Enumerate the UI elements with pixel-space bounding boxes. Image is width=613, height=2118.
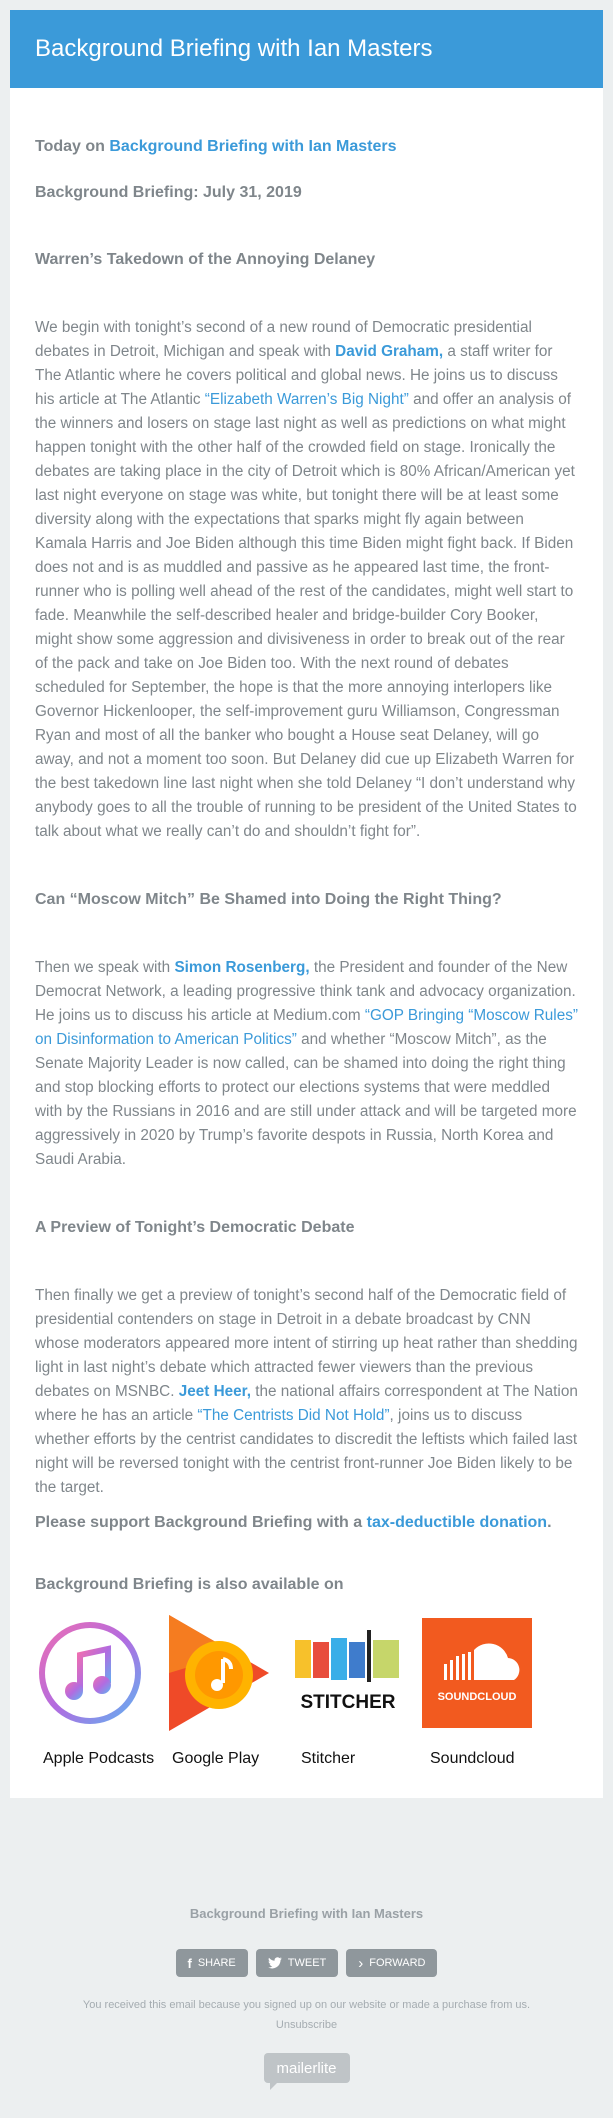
soundcloud-logo-text: SOUNDCLOUD: [437, 1691, 517, 1703]
stitcher-icon[interactable]: [293, 1618, 403, 1728]
segment2-text-a: Then we speak with: [35, 959, 175, 976]
email-footer: [0, 1878, 613, 2083]
support-line: [35, 1512, 578, 1534]
header-title: Background Briefing with Ian Masters: [35, 35, 433, 62]
platform-list: [35, 1618, 578, 1768]
guest-link-david-graham[interactable]: David Graham,: [335, 343, 444, 360]
email-content: [10, 88, 603, 1798]
facebook-icon: f: [187, 1955, 192, 1971]
segment1-heading: Warren’s Takedown of the Annoying Delaney: [35, 251, 376, 268]
platform-name: Apple Podcasts: [43, 1750, 155, 1767]
footer-note: You received this email because you signed up on our website or made a purchase from us.: [82, 1999, 531, 2011]
social-buttons: [0, 1949, 613, 1977]
platform-soundcloud[interactable]: [422, 1618, 551, 1768]
forward-button[interactable]: [346, 1949, 437, 1977]
email-header: [10, 10, 603, 88]
platform-stitcher[interactable]: [293, 1618, 422, 1768]
donation-link[interactable]: tax-deductible donation: [366, 1514, 548, 1531]
stitcher-logo-text: STITCHER: [300, 1692, 396, 1713]
apple-podcasts-icon[interactable]: [35, 1618, 145, 1728]
chevron-right-icon: ›: [358, 1954, 364, 1972]
email-container: [10, 10, 603, 1798]
guest-link-simon-rosenberg[interactable]: Simon Rosenberg,: [174, 959, 310, 976]
article-link-moscow-rules[interactable]: “GOP Bringing “Moscow Rules” on Disinformation to American Politics”: [35, 1007, 578, 1048]
today-line: [35, 136, 578, 158]
show-link[interactable]: Background Briefing with Ian Masters: [109, 138, 397, 155]
support-prefix: Please support Background Briefing with a: [35, 1514, 367, 1531]
segment3-heading: A Preview of Tonight’s Democratic Debate: [35, 1219, 355, 1236]
today-prefix: Today on: [35, 138, 105, 155]
segment2-body: [35, 956, 578, 1172]
share-label: SHARE: [197, 1957, 236, 1969]
platform-name: Google Play: [172, 1750, 260, 1767]
segment2-text-c: and whether “Moscow Mitch”, as the Senate Majority Leader is now called, can be shamed into doing the right thing and stop blocking efforts to protect our elections systems that were meddled with by the Russians in 2016 and are still under attack and will be targeted more aggressively in 2020 by Trump’s favorite despots in Russia, North Korea and Saudi Arabia.: [35, 1031, 577, 1168]
segment3-text-c: , joins us to discuss whether efforts by the centrist candidates to discredit the leftists which failed last night will be reversed tonight with the centrist front-runner Joe Biden likely to be the target.: [35, 1407, 578, 1496]
segment1-text-c: and offer an analysis of the winners and losers on stage last night as well as predictions on what might happen tonight with the other half of the crowded field on stage. Ironically the debates are taking place in the city of Detroit which is 80% African/American yet last night everyone on stage was white, but tonight there will be at least some diversity along with the expectations that sparks might fly again between Kamala Harris and Joe Biden although this time Biden might fight back. If Biden does not and is as muddled and passive as he appeared last time, the front-runner who is polling well ahead of the rest of the candidates, might well start to fade. Meanwhile the self-described healer and bridge-builder Cory Booker, might show some aggression and divisiveness in order to break out of the rear of the pack and take on Joe Biden too. With the next round of debates scheduled for September, the hope is that the more annoying interlopers like Governor Hickenlooper, the self-improvement guru Williamson, Congressman Ryan and most of all the banker who bought a House seat Delaney, will go away, and not a moment too soon. But Delaney did cue up Elizabeth Warren for the best takedown line last night when she told Delaney “I don’t understand why anybody goes to all the trouble of running to be president of the United States to talk about what we really can’t do and shouldn’t fight for”.: [35, 391, 577, 840]
share-button[interactable]: [176, 1949, 248, 1977]
available-heading: Background Briefing is also available on: [35, 1576, 344, 1593]
segment1-text-b: a staff writer for The Atlantic where he covers political and global news. He joins us to discuss his article at The Atlantic: [35, 343, 558, 408]
segment2-text-b: the President and founder of the New Democrat Network, a leading progressive think tank and advocacy organization. He joins us to discuss his article at Medium.com: [35, 959, 576, 1024]
platform-google-play[interactable]: [164, 1618, 293, 1768]
mailerlite-badge[interactable]: mailerlite: [264, 2053, 350, 2083]
support-suffix: .: [547, 1514, 552, 1531]
date-line: Background Briefing: July 31, 2019: [35, 184, 302, 201]
soundcloud-icon[interactable]: [422, 1618, 532, 1728]
segment2-heading: Can “Moscow Mitch” Be Shamed into Doing the Right Thing?: [35, 891, 502, 908]
segment3-text-b: the national affairs correspondent at The Nation where he has an article: [35, 1383, 578, 1424]
guest-link-jeet-heer[interactable]: Jeet Heer,: [178, 1383, 251, 1400]
article-link-centrists[interactable]: “The Centrists Did Not Hold”: [197, 1407, 390, 1424]
tweet-label: TWEET: [287, 1957, 327, 1969]
tweet-button[interactable]: [256, 1949, 339, 1977]
segment3-body: [35, 1284, 578, 1500]
google-play-icon[interactable]: [164, 1618, 274, 1728]
forward-label: FORWARD: [369, 1957, 426, 1969]
platform-name: Soundcloud: [430, 1750, 515, 1767]
segment1-text-a: We begin with tonight’s second of a new round of Democratic presidential debates in Detroit, Michigan and speak with: [35, 319, 532, 360]
article-link-warren[interactable]: “Elizabeth Warren’s Big Night”: [204, 391, 409, 408]
platform-name: Stitcher: [301, 1750, 356, 1767]
unsubscribe-link[interactable]: Unsubscribe: [275, 2019, 338, 2031]
platform-apple-podcasts[interactable]: [35, 1618, 164, 1768]
segment3-text-a: Then finally we get a preview of tonight’s second half of the Democratic field of presidential contenders on stage in Detroit in a debate broadcast by CNN whose moderators appeared more intent of stirring up heat rather than shedding light in last night’s debate which attracted fewer viewers than the previous debates on MSNBC.: [35, 1287, 578, 1400]
segment1-body: [35, 316, 578, 844]
twitter-icon: [268, 1957, 282, 1969]
footer-title: Background Briefing with Ian Masters: [189, 1906, 424, 1921]
